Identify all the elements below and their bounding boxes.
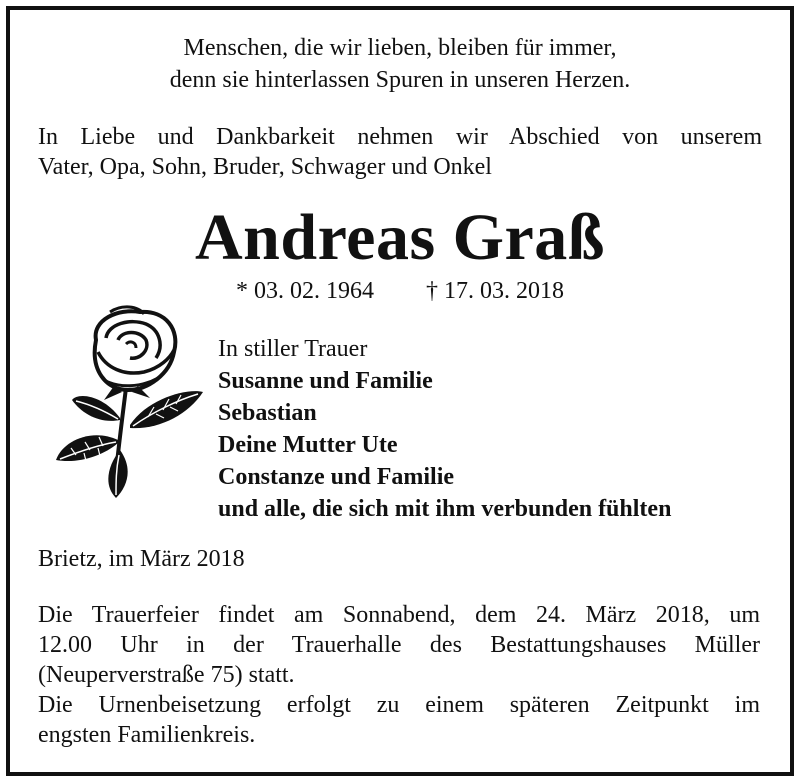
service-line-3: (Neuperverstraße 75) statt. xyxy=(38,662,295,688)
birth-date: * 03. 02. 1964 xyxy=(236,278,374,304)
mourner-3: Deine Mutter Ute xyxy=(218,432,398,458)
place-and-date: Brietz, im März 2018 xyxy=(38,546,245,572)
opening-verse xyxy=(10,32,790,96)
verse-line-2: denn sie hinterlassen Spuren in unseren Herzen. xyxy=(169,67,631,93)
death-date: † 17. 03. 2018 xyxy=(426,278,564,304)
mourners-intro: In stiller Trauer xyxy=(218,336,368,362)
deceased-name: Andreas Graß xyxy=(195,201,605,274)
mourner-5: und alle, die sich mit ihm verbunden fühlten xyxy=(218,496,672,522)
verse-line-1: Menschen, die wir lieben, bleiben für immer, xyxy=(183,35,617,61)
rose-icon xyxy=(48,300,208,500)
mourner-4: Constanze und Familie xyxy=(218,464,455,490)
service-line-4: Die Urnenbeisetzung erfolgt zu einem späteren Zeitpunkt im xyxy=(38,692,760,718)
intro-line-1: In Liebe und Dankbarkeit nehmen wir Abschied von unserem xyxy=(38,124,762,150)
mourners-list xyxy=(218,333,671,525)
intro-line-2: Vater, Opa, Sohn, Bruder, Schwager und Onkel xyxy=(38,154,492,180)
farewell-intro xyxy=(38,122,762,182)
mourner-2: Sebastian xyxy=(218,400,317,426)
service-line-5: engsten Familienkreis. xyxy=(38,722,256,748)
mourner-1: Susanne und Familie xyxy=(218,368,433,394)
service-line-1: Die Trauerfeier findet am Sonnabend, dem 24. März 2018, um xyxy=(38,602,760,628)
obituary-frame xyxy=(6,6,794,776)
service-line-2: 12.00 Uhr in der Trauerhalle des Bestattungshauses Müller xyxy=(38,632,760,658)
service-details xyxy=(38,600,760,750)
